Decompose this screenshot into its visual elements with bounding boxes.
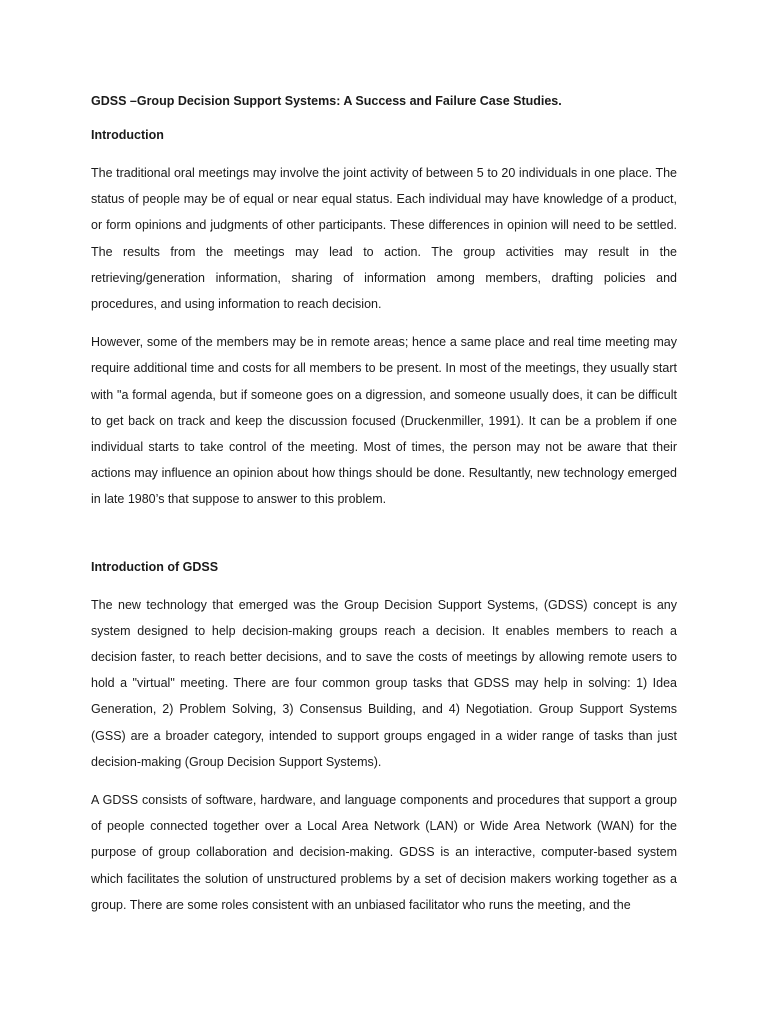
document-body bbox=[91, 92, 677, 918]
section-heading-introduction-of-gdss: Introduction of GDSS bbox=[91, 559, 219, 574]
document-title: GDSS –Group Decision Support Systems: A Success and Failure Case Studies. bbox=[91, 94, 562, 108]
paragraph-gdss-2: A GDSS consists of software, hardware, and language components and procedures that support a group of people connected together over a Local Area Network (LAN) or Wide Area Network (WAN) for the purpose of group collaboration and decision-making. GDSS is an interactive, computer-based system which facilitates the solution of unstructured problems by a set of decision makers working together as a group. There are some roles consistent with an unbiased facilitator who runs the meeting, and the bbox=[91, 793, 677, 912]
paragraph-intro-2: However, some of the members may be in remote areas; hence a same place and real time meeting may require additional time and costs for all members to be present. In most of the meetings, they usually start with "a formal agenda, but if someone goes on a digression, and someone usually does, it can be difficult to get back on track and keep the discussion focused (Druckenmiller, 1991). It can be a problem if one individual starts to take control of the meeting. Most of times, the person may not be aware that their actions may influence an opinion about how things should be done. Resultantly, new technology emerged in late 1980’s that suppose to answer to this problem. bbox=[91, 335, 677, 507]
section-heading-introduction: Introduction bbox=[91, 128, 164, 142]
paragraph-intro-1: The traditional oral meetings may involve the joint activity of between 5 to 20 individuals in one place. The status of people may be of equal or near equal status. Each individual may have knowledge of a product, or form opinions and judgments of other participants. These differences in opinion will need to be settled. The results from the meetings may lead to action. The group activities may result in the retrieving/generation information, sharing of information among members, drafting policies and procedures, and using information to reach decision. bbox=[91, 166, 677, 312]
paragraph-gdss-1: The new technology that emerged was the Group Decision Support Systems, (GDSS) concept is any system designed to help decision-making groups reach a decision. It enables members to reach a decision faster, to reach better decisions, and to save the costs of meetings by allowing remote users to hold a "virtual" meeting. There are four common group tasks that GDSS may help in solving: 1) Idea Generation, 2) Problem Solving, 3) Consensus Building, and 4) Negotiation. Group Support Systems (GSS) are a broader category, intended to support groups engaged in a wider range of tasks than just decision-making (Group Decision Support Systems). bbox=[91, 597, 677, 769]
